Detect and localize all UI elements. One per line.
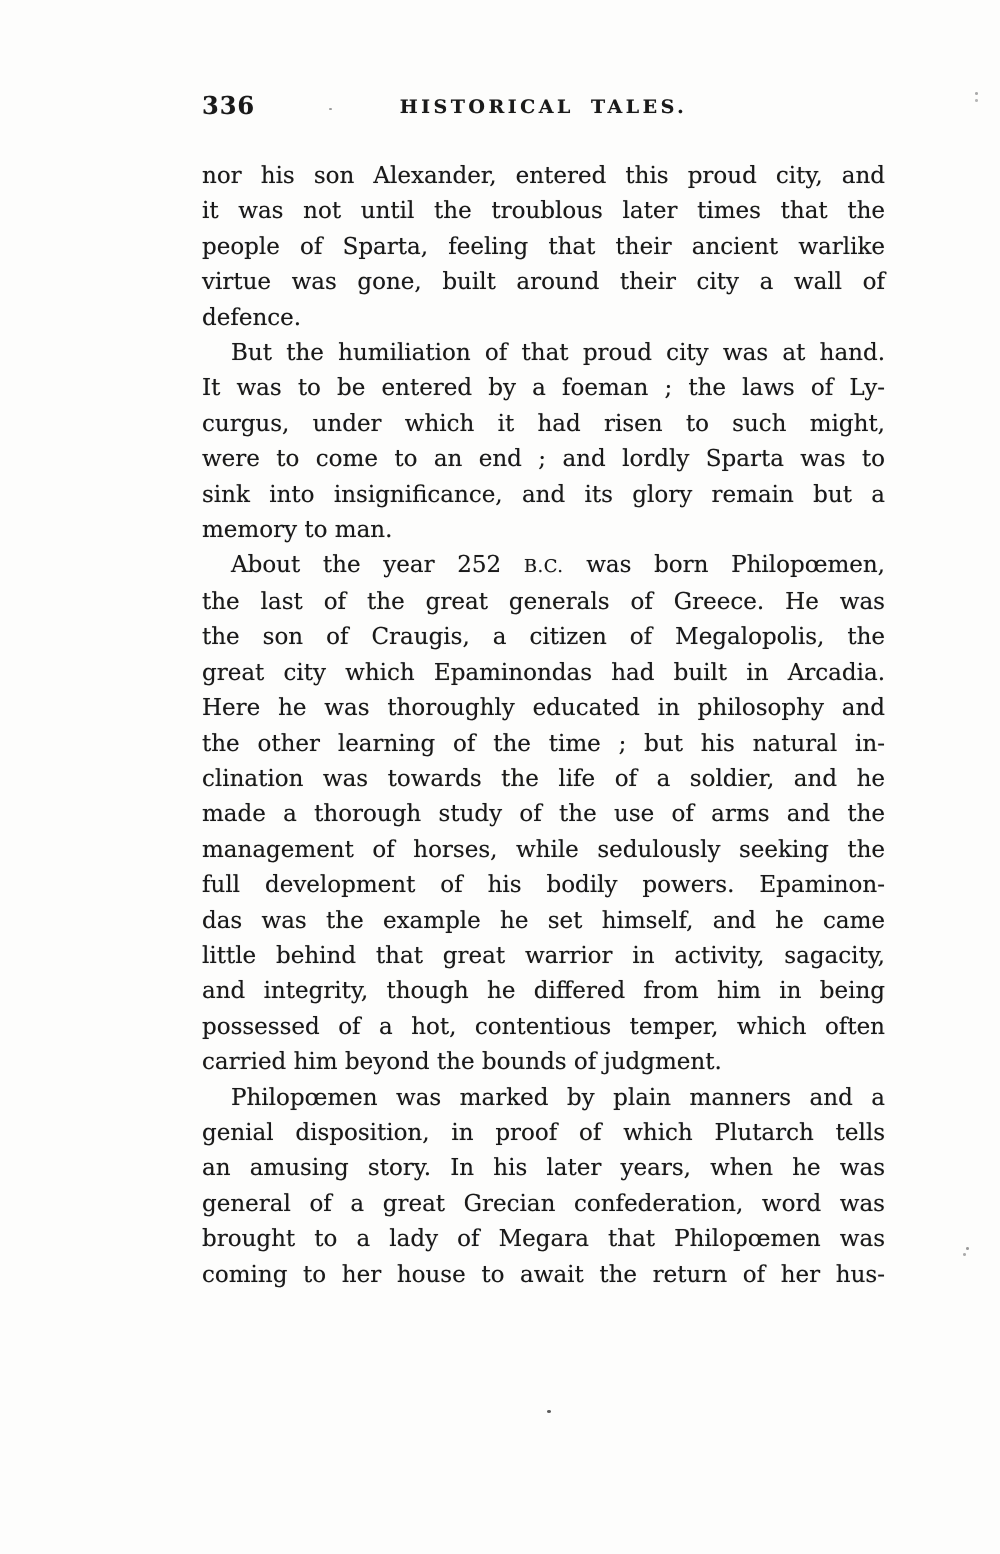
text-line: defence. bbox=[202, 304, 302, 331]
page-body bbox=[202, 159, 885, 1293]
scan-speck bbox=[329, 108, 332, 110]
text-line: the last of the great generals of Greece. He was bbox=[202, 588, 885, 615]
text-line: general of a great Grecian confederation, word was bbox=[202, 1190, 885, 1217]
text-line: curgus, under which it had risen to such might, bbox=[202, 410, 885, 437]
text-line: brought to a lady of Megara that Philopœmen was bbox=[202, 1226, 885, 1253]
text-line: virtue was gone, built around their city a wall of bbox=[202, 269, 885, 296]
scan-speck bbox=[963, 1253, 966, 1256]
running-header: HISTORICAL TALES. bbox=[399, 96, 688, 118]
text-line: But the humiliation of that proud city was at hand. bbox=[231, 340, 885, 367]
text-line: little behind that great warrior in activity, sagacity, bbox=[202, 942, 885, 969]
text-line: an amusing story. In his later years, when he was bbox=[202, 1155, 885, 1182]
scan-speck bbox=[975, 99, 978, 102]
text-line: possessed of a hot, contentious temper, which often bbox=[202, 1013, 885, 1040]
text-line: it was not until the troublous later times that the bbox=[202, 198, 885, 225]
scan-speck bbox=[966, 1247, 969, 1250]
text-line: Here he was thoroughly educated in philosophy and bbox=[202, 695, 885, 722]
scan-speck bbox=[547, 1410, 551, 1413]
text-line: About the year 252 B.C. was born Philopœmen, bbox=[231, 552, 885, 579]
text-line: were to come to an end ; and lordly Sparta was to bbox=[202, 446, 885, 473]
page-number: 336 bbox=[202, 91, 256, 120]
text-line: memory to man. bbox=[202, 517, 393, 544]
text-line: the other learning of the time ; but his natural in- bbox=[202, 730, 885, 757]
text-line: and integrity, though he differed from him in being bbox=[202, 978, 885, 1005]
text-line: made a thorough study of the use of arms and the bbox=[202, 801, 885, 828]
text-line: sink into insignificance, and its glory remain but a bbox=[202, 481, 885, 508]
text-line: Philopœmen was marked by plain manners and a bbox=[231, 1084, 885, 1111]
paragraph bbox=[202, 159, 885, 336]
paragraph bbox=[202, 336, 885, 548]
text-line: great city which Epaminondas had built in Arcadia. bbox=[202, 659, 885, 686]
paragraph bbox=[202, 1081, 885, 1293]
text-line: nor his son Alexander, entered this proud city, and bbox=[202, 163, 885, 189]
scan-speck bbox=[975, 92, 978, 95]
page-header-row bbox=[202, 91, 885, 121]
text-line: clination was towards the life of a soldier, and he bbox=[202, 765, 885, 792]
smallcaps-bc-text: B.C. bbox=[523, 556, 564, 578]
text-line: carried him beyond the bounds of judgment. bbox=[202, 1049, 722, 1076]
paragraph bbox=[202, 548, 885, 1080]
text-line: genial disposition, in proof of which Plutarch tells bbox=[202, 1119, 885, 1146]
text-line: full development of his bodily powers. Epaminon- bbox=[202, 872, 885, 899]
text-line: the son of Craugis, a citizen of Megalopolis, the bbox=[202, 624, 885, 651]
text-line: management of horses, while sedulously seeking the bbox=[202, 836, 885, 863]
text-line: das was the example he set himself, and he came bbox=[202, 907, 885, 934]
text-line: coming to her house to await the return of her hus- bbox=[202, 1261, 885, 1288]
text-line: It was to be entered by a foeman ; the laws of Ly- bbox=[202, 375, 885, 402]
text-line: people of Sparta, feeling that their ancient warlike bbox=[202, 233, 885, 260]
